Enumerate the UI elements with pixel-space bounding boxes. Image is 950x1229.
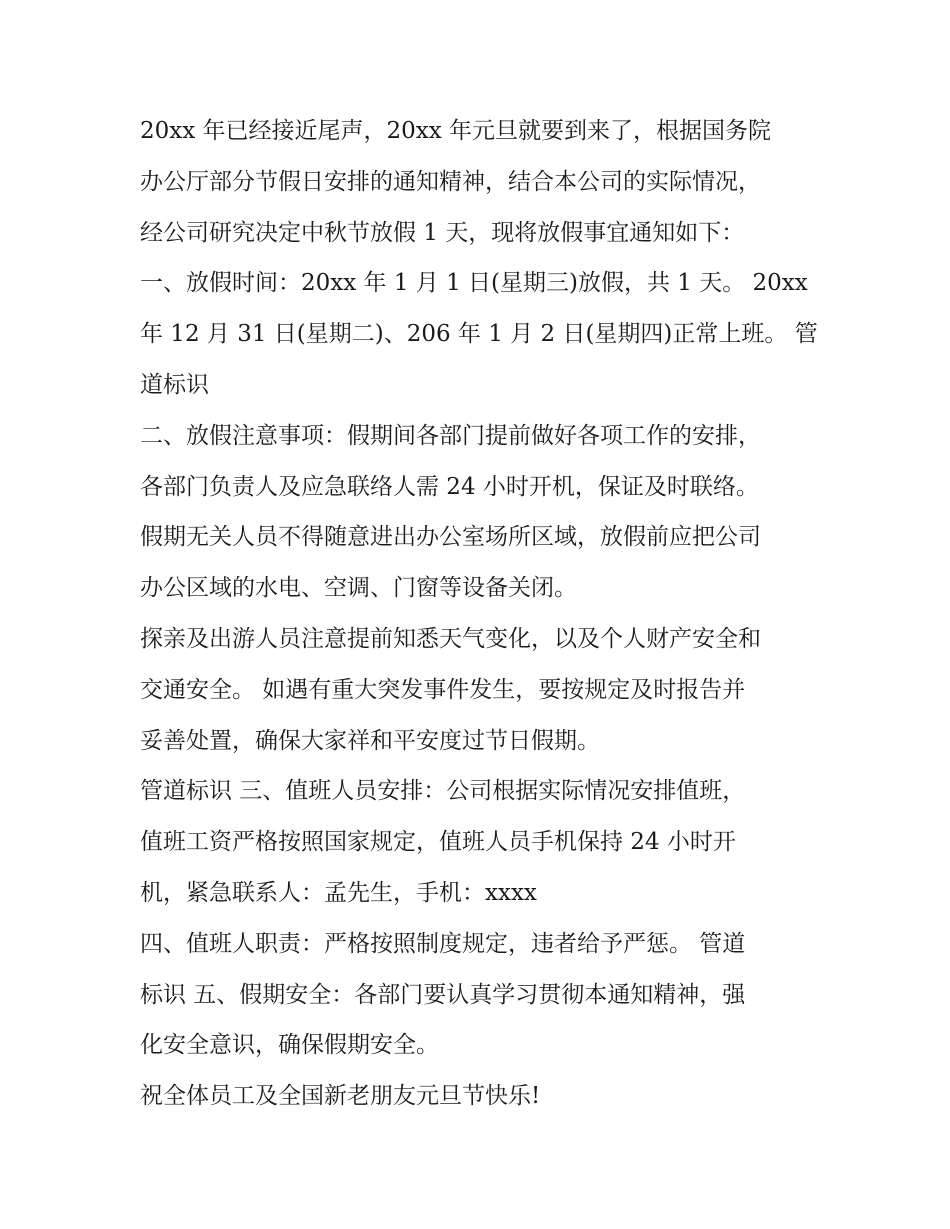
text-line: 经公司研究决定中秋节放假 1 天，现将放假事宜通知如下： [140, 219, 745, 246]
text-line: 假期无关人员不得随意进出办公室场所区域，放假前应把公司 [140, 524, 761, 551]
text-line: 妥善处置，确保大家祥和平安度过节日假期。 [140, 727, 600, 754]
text-line: 化安全意识，确保假期安全。 [140, 1032, 439, 1059]
text-line: 值班工资严格按照国家规定，值班人员手机保持 24 小时开 [140, 829, 736, 856]
text-line: 二、放假注意事项：假期间各部门提前做好各项工作的安排， [140, 422, 761, 449]
text-line: 四、值班人职责：严格按照制度规定，违者给予严惩。 管道 [140, 930, 746, 957]
text-line: 交通安全。 如遇有重大突发事件发生，要按规定及时报告并 [140, 676, 746, 703]
text-line: 标识 五、假期安全：各部门要认真学习贯彻本通知精神，强 [140, 981, 746, 1008]
text-line: 祝全体员工及全国新老朋友元旦节快乐! [140, 1083, 541, 1110]
text-line: 道标识 [140, 371, 209, 398]
text-line: 各部门负责人及应急联络人需 24 小时开机，保证及时联络。 [140, 473, 759, 500]
text-line: 机，紧急联系人：孟先生，手机：xxxx [140, 879, 537, 906]
text-line: 办公厅部分节假日安排的通知精神，结合本公司的实际情况， [140, 168, 761, 195]
notice-body [140, 106, 820, 1122]
text-line: 一、放假时间：20xx 年 1 月 1 日(星期三)放假，共 1 天。 20xx [140, 270, 808, 297]
text-line: 年 12 月 31 日(星期二)、206 年 1 月 2 日(星期四)正常上班。 管 [140, 321, 818, 348]
text-line: 探亲及出游人员注意提前知悉天气变化，以及个人财产安全和 [140, 625, 761, 652]
text-line: 管道标识 三、值班人员安排：公司根据实际情况安排值班， [140, 778, 746, 805]
text-line: 办公区域的水电、空调、门窗等设备关闭。 [140, 575, 577, 602]
text-line: 20xx 年已经接近尾声，20xx 年元旦就要到来了，根据国务院 [140, 118, 772, 144]
